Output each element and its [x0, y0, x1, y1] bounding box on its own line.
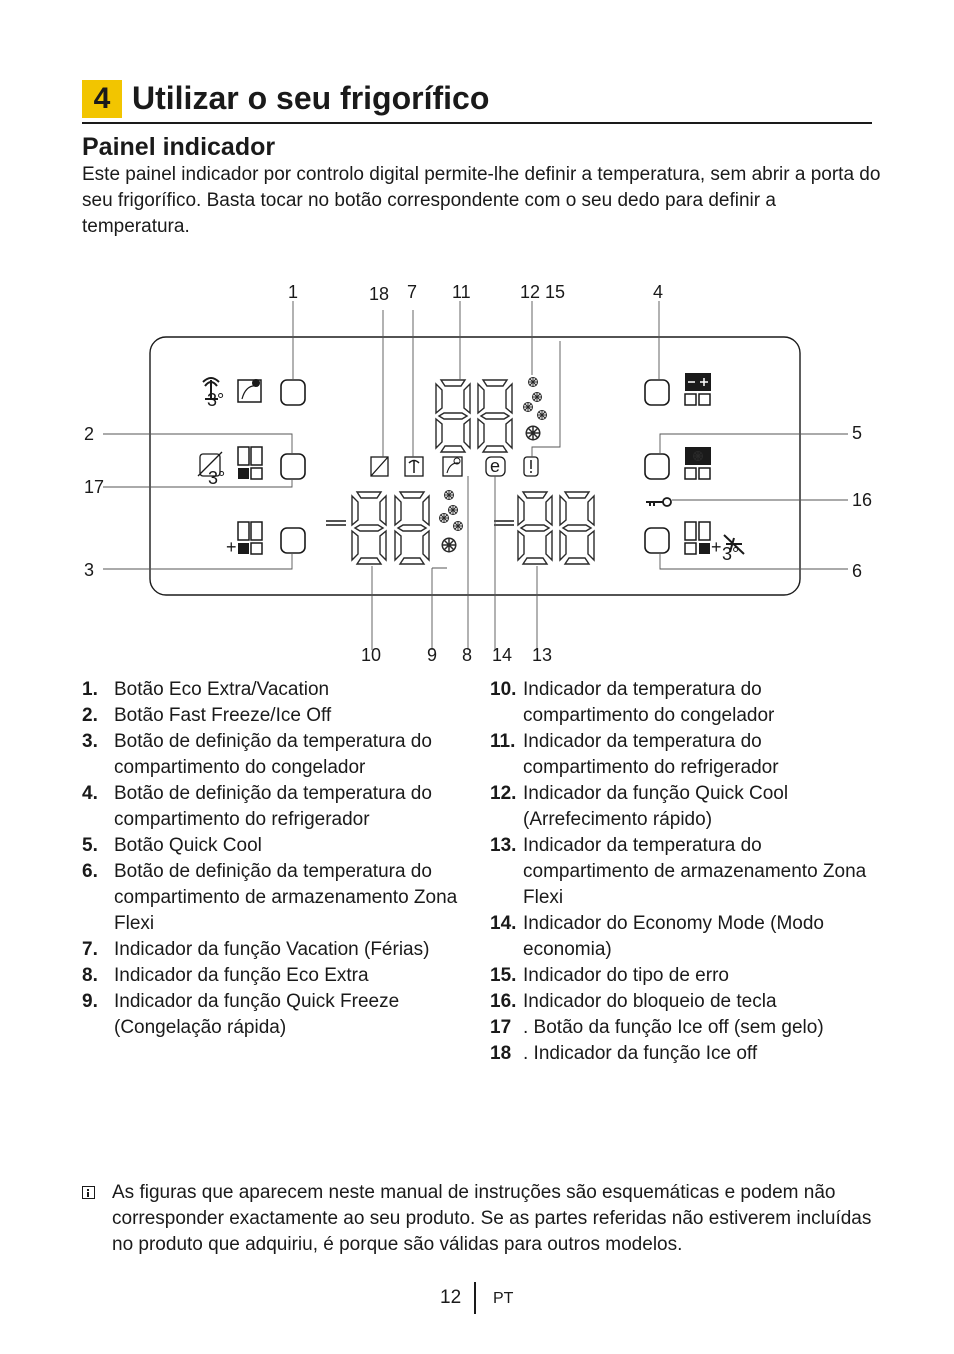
svg-text:e: e — [490, 456, 501, 476]
list-item: 9. Indicador da função Quick Freeze (Congelação rápida) — [82, 991, 400, 1038]
list-item: 3. Botão de definição da temperatura do compartimento do congelador — [82, 731, 432, 778]
callout-17: 17 — [84, 477, 105, 497]
list-item: 5. Botão Quick Cool — [82, 835, 262, 856]
info-icon — [82, 1186, 95, 1199]
legend-left-column — [82, 677, 472, 1041]
list-item: 2. Botão Fast Freeze/Ice Off — [82, 705, 332, 726]
language-code: PT — [493, 1290, 514, 1307]
indicator-panel-diagram — [0, 270, 954, 670]
callout-11: 11 — [452, 282, 471, 302]
list-item: 14. Indicador do Economy Mode (Modo economia) — [490, 913, 824, 960]
callout-16: 16 — [852, 490, 873, 510]
list-item: 17 . Botão da função Ice off (sem gelo) — [490, 1017, 824, 1038]
svg-text:3°: 3° — [208, 468, 226, 488]
callout-5: 5 — [852, 423, 863, 443]
note-text: As figuras que aparecem neste manual de instruções são esquemáticas e podem não corresponder exactamente ao seu produto. Se as partes referidas não estiverem incluídas no produto que adquiriu, é porque são válidas para outros modelos. — [112, 1182, 872, 1255]
list-item: 1. Botão Eco Extra/Vacation — [82, 679, 330, 700]
list-item: 6. Botão de definição da temperatura do compartimento de armazenamento Zona Flexi — [82, 861, 458, 934]
eco-extra-vacation-button — [281, 380, 305, 405]
list-item: 13. Indicador da temperatura do compartimento de armazenamento Zona Flexi — [490, 835, 867, 908]
callout-7: 7 — [407, 282, 418, 302]
callout-9: 9 — [427, 645, 438, 665]
list-item: 11. Indicador da temperatura do compartimento do refrigerador — [490, 731, 779, 778]
callout-2: 2 — [84, 424, 95, 444]
svg-text:+: + — [226, 537, 237, 557]
callout-10: 10 — [361, 645, 382, 665]
list-item: 12. Indicador da função Quick Cool (Arrefecimento rápido) — [490, 783, 789, 830]
fridge-temp-button — [645, 380, 669, 405]
freezer-temp-button — [281, 528, 305, 553]
callout-6: 6 — [852, 561, 863, 581]
list-item: 18 . Indicador da função Ice off — [490, 1043, 758, 1064]
list-item: 16. Indicador do bloqueio de tecla — [490, 991, 777, 1012]
section-title: Painel indicador — [82, 133, 276, 161]
chapter-number: 4 — [82, 80, 122, 118]
callout-18: 18 — [369, 284, 390, 304]
callout-12-15: 12 15 — [520, 282, 566, 302]
callout-3: 3 — [84, 560, 95, 580]
svg-text:+: + — [711, 537, 722, 557]
list-item: 10. Indicador da temperatura do compartimento do congelador — [490, 679, 775, 726]
fast-freeze-ice-off-button — [281, 454, 305, 479]
page-number: 12 — [440, 1287, 462, 1308]
quick-cool-button — [645, 454, 669, 479]
list-item: 8. Indicador da função Eco Extra — [82, 965, 369, 986]
list-item: 15. Indicador do tipo de erro — [490, 965, 729, 986]
callout-13: 13 — [532, 645, 553, 665]
callout-4: 4 — [653, 282, 664, 302]
callout-1: 1 — [288, 282, 299, 302]
three-degree-label: 3° — [207, 390, 225, 410]
flexi-zone-temp-button — [645, 528, 669, 553]
footer-divider — [474, 1282, 476, 1314]
svg-text:3°: 3° — [722, 544, 740, 564]
callout-14: 14 — [492, 645, 513, 665]
legend-right-column — [490, 677, 890, 1067]
section-intro: Este painel indicador por controlo digital permite-lhe definir a temperatura, sem abrir a porta do seu frigorífico. Basta tocar no botão correspondente com o seu dedo para definir a temperatura. — [82, 164, 881, 237]
note — [82, 1180, 882, 1258]
chapter-title: Utilizar o seu frigorífico — [132, 80, 490, 116]
chapter-divider — [82, 122, 872, 124]
list-item: 4. Botão de definição da temperatura do compartimento do refrigerador — [82, 783, 432, 830]
callout-8: 8 — [462, 645, 473, 665]
list-item: 7. Indicador da função Vacation (Férias) — [82, 939, 430, 960]
